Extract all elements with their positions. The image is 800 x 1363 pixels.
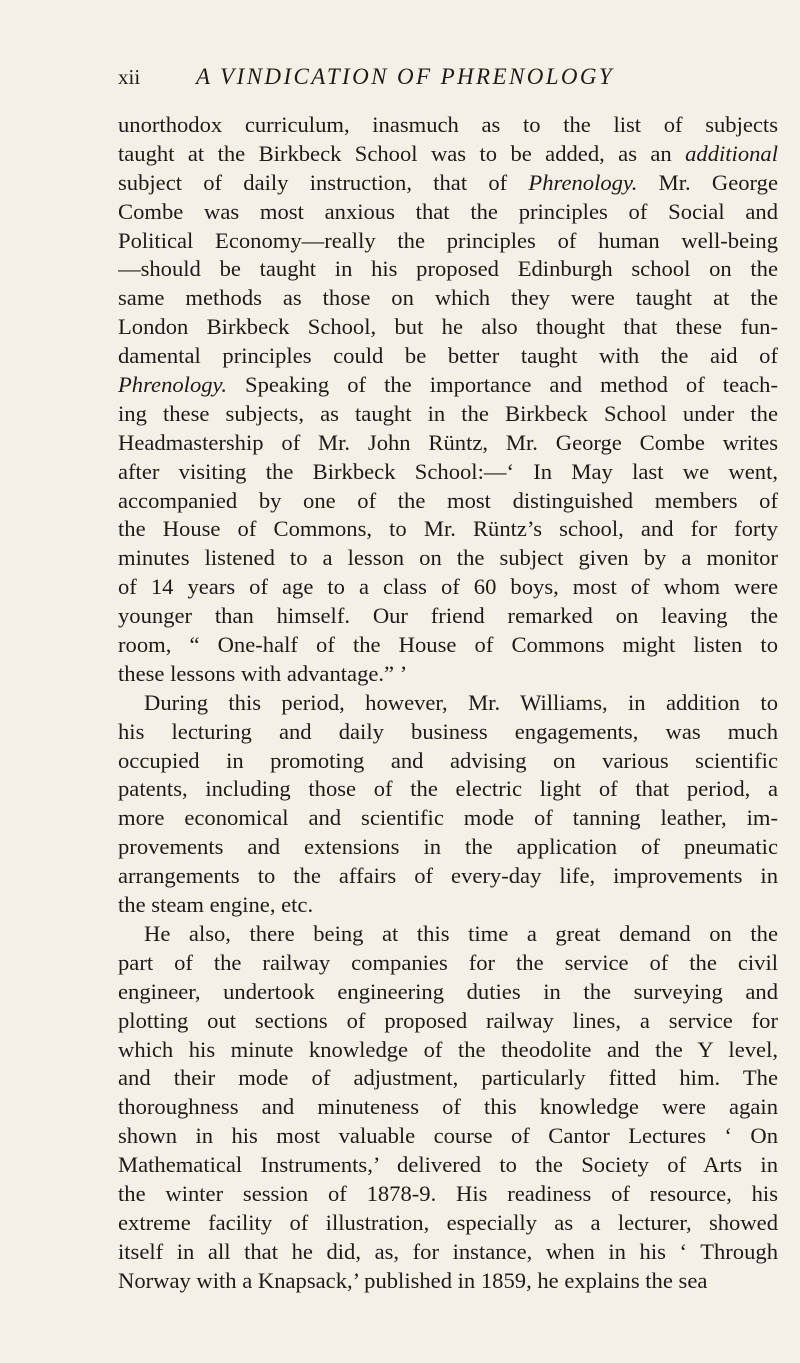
text-line bbox=[118, 458, 778, 487]
text-line bbox=[118, 140, 778, 169]
text-line bbox=[118, 833, 778, 862]
text-run: room, “ One-half of the House of Commons might listen to bbox=[118, 632, 778, 658]
text-run: taught at the Birkbeck School was to be added, as an bbox=[118, 140, 686, 166]
text-line bbox=[118, 949, 778, 978]
text-run: —should be taught in his proposed Edinburgh school on the bbox=[118, 256, 778, 282]
text-run: occupied in promoting and advising on various scientific bbox=[118, 747, 778, 773]
text-line bbox=[118, 660, 778, 689]
text-line bbox=[118, 747, 778, 776]
text-run: after visiting the Birkbeck School:—‘ In May last we went, bbox=[118, 458, 778, 484]
text-run: damental principles could be better taught with the aid of bbox=[118, 343, 778, 369]
text-run: and their mode of adjustment, particularly fitted him. The bbox=[118, 1065, 778, 1091]
text-run: Norway with a Knapsack,’ published in 1859, he explains the sea bbox=[118, 1267, 708, 1293]
text-run: engineer, undertook engineering duties in the surveying and bbox=[118, 978, 778, 1004]
text-run: the House of Commons, to Mr. Rüntz’s school, and for forty bbox=[118, 516, 778, 542]
text-line bbox=[118, 1209, 778, 1238]
text-line bbox=[118, 255, 778, 284]
text-run: ing these subjects, as taught in the Birkbeck School under the bbox=[118, 400, 778, 426]
text-run: extreme facility of illustration, especially as a lecturer, showed bbox=[118, 1209, 778, 1235]
text-line bbox=[118, 1267, 778, 1296]
text-line bbox=[118, 198, 778, 227]
page-number: xii bbox=[118, 65, 141, 89]
text-line bbox=[118, 573, 778, 602]
text-run: minutes listened to a lesson on the subject given by a monitor bbox=[118, 545, 778, 571]
text-line bbox=[118, 342, 778, 371]
text-line bbox=[118, 313, 778, 342]
text-line bbox=[118, 631, 778, 660]
text-run: which his minute knowledge of the theodolite and the Y level, bbox=[118, 1036, 778, 1062]
text-run: Mr. George bbox=[637, 169, 778, 195]
running-head bbox=[118, 62, 778, 92]
italic-run: Phrenology. bbox=[118, 372, 227, 398]
text-run: part of the railway companies for the service of the civil bbox=[118, 949, 778, 975]
text-line bbox=[118, 429, 778, 458]
text-line bbox=[118, 169, 778, 198]
text-run: Mathematical Instruments,’ delivered to the Society of Arts in bbox=[118, 1152, 778, 1178]
text-run: same methods as those on which they were taught at the bbox=[118, 285, 778, 311]
text-run: accompanied by one of the most distinguished members of bbox=[118, 487, 778, 513]
text-line bbox=[118, 689, 778, 718]
italic-run: additional bbox=[685, 140, 778, 166]
text-run: subject of daily instruction, that of bbox=[118, 169, 529, 195]
text-run: of 14 years of age to a class of 60 boys, most of whom were bbox=[118, 574, 778, 600]
text-run: more economical and scientific mode of tanning leather, im- bbox=[118, 805, 778, 831]
text-line bbox=[118, 544, 778, 573]
text-line bbox=[118, 1064, 778, 1093]
text-line bbox=[118, 775, 778, 804]
text-run: provements and extensions in the application of pneumatic bbox=[118, 834, 778, 860]
text-run: Speaking of the importance and method of teach- bbox=[226, 372, 778, 398]
text-run: the winter session of 1878-9. His readiness of resource, his bbox=[118, 1180, 778, 1206]
text-run: younger than himself. Our friend remarked on leaving the bbox=[118, 603, 778, 629]
text-line bbox=[118, 400, 778, 429]
body-text bbox=[118, 111, 778, 1296]
text-line bbox=[118, 920, 778, 949]
text-run: shown in his most valuable course of Cantor Lectures ‘ On bbox=[118, 1123, 778, 1149]
text-run: He also, there being at this time a great demand on the bbox=[144, 920, 778, 946]
text-line bbox=[118, 602, 778, 631]
text-line bbox=[118, 1007, 778, 1036]
text-line bbox=[118, 1151, 778, 1180]
text-line bbox=[118, 718, 778, 747]
text-line bbox=[118, 371, 778, 400]
text-run: plotting out sections of proposed railway lines, a service for bbox=[118, 1007, 778, 1033]
text-line bbox=[118, 804, 778, 833]
text-run: patents, including those of the electric light of that period, a bbox=[118, 776, 778, 802]
text-line bbox=[118, 515, 778, 544]
text-line bbox=[118, 284, 778, 313]
text-line bbox=[118, 1093, 778, 1122]
text-line bbox=[118, 862, 778, 891]
text-run: these lessons with advantage.” ’ bbox=[118, 660, 408, 686]
text-run: his lecturing and daily business engagements, was much bbox=[118, 718, 778, 744]
text-line bbox=[118, 978, 778, 1007]
text-line bbox=[118, 227, 778, 256]
text-run: Headmastership of Mr. John Rüntz, Mr. George Combe writes bbox=[118, 429, 778, 455]
text-run: thoroughness and minuteness of this knowledge were again bbox=[118, 1094, 778, 1120]
text-line bbox=[118, 487, 778, 516]
text-line bbox=[118, 111, 778, 140]
text-line bbox=[118, 891, 778, 920]
text-line bbox=[118, 1180, 778, 1209]
text-run: Combe was most anxious that the principles of Social and bbox=[118, 198, 778, 224]
italic-run: Phrenology. bbox=[528, 169, 638, 195]
text-run: itself in all that he did, as, for instance, when in his ‘ Through bbox=[118, 1238, 778, 1264]
text-run: the steam engine, etc. bbox=[118, 892, 314, 918]
text-run: arrangements to the affairs of every-day life, improvements in bbox=[118, 863, 778, 889]
running-title: A VINDICATION OF PHRENOLOGY bbox=[196, 64, 615, 89]
text-line bbox=[118, 1238, 778, 1267]
text-run: unorthodox curriculum, inasmuch as to the list of subjects bbox=[118, 112, 778, 137]
text-line bbox=[118, 1036, 778, 1065]
text-line bbox=[118, 1122, 778, 1151]
text-run: Political Economy—really the principles of human well-being bbox=[118, 227, 778, 253]
text-run: During this period, however, Mr. Williams, in addition to bbox=[144, 689, 778, 715]
text-run: London Birkbeck School, but he also thought that these fun- bbox=[118, 314, 778, 340]
